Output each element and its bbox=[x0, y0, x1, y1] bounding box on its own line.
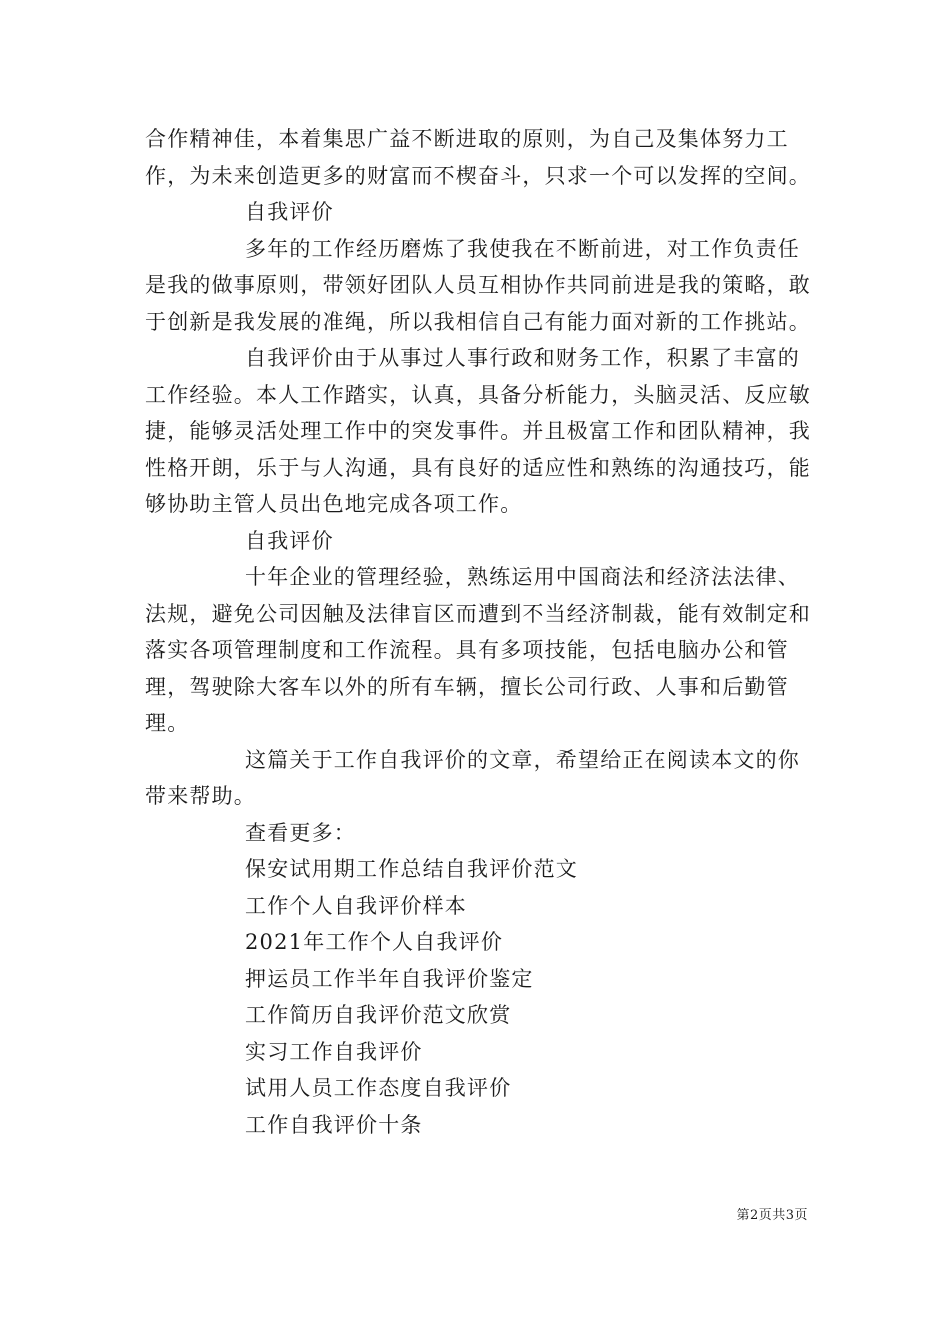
paragraph-closing: 这篇关于工作自我评价的文章，希望给正在阅读本文的你带来帮助。 bbox=[145, 747, 800, 808]
list-item bbox=[145, 924, 817, 961]
list-item bbox=[145, 1034, 817, 1071]
list-item bbox=[145, 1070, 817, 1107]
related-link-1[interactable]: 保安试用期工作总结自我评价范文 bbox=[245, 857, 578, 881]
paragraph-hr-finance: 自我评价由于从事过人事行政和财务工作，积累了丰富的工作经验。本人工作踏实，认真，具备分析能力，头脑灵活、反应敏捷，能够灵活处理工作中的突发事件。并且极富工作和团队精神，我性格开朗，乐于与人沟通，具有良好的适应性和熟练的沟通技巧，能够协助主管人员出色地完成各项工作。 bbox=[145, 346, 811, 516]
list-item bbox=[145, 997, 817, 1034]
page-number-footer: 第2页共3页 bbox=[736, 1208, 808, 1223]
section-heading-1: 自我评价 bbox=[245, 200, 334, 224]
paragraph-intro: 合作精神佳，本着集思广益不断进取的原则，为自己及集体努力工作，为未来创造更多的财富而不楔奋斗，只求一个可以发挥的空间。 bbox=[145, 127, 811, 188]
related-link-5[interactable]: 工作简历自我评价范文欣赏 bbox=[245, 1003, 512, 1027]
list-item bbox=[145, 888, 817, 925]
related-links-list bbox=[145, 851, 817, 1143]
paragraph-experience: 多年的工作经历磨炼了我使我在不断前进，对工作负责任是我的做事原则，带领好团队人员互相协作共同前进是我的策略，敢于创新是我发展的准绳，所以我相信自己有能力面对新的工作挑站。 bbox=[145, 236, 811, 334]
document-body bbox=[145, 121, 817, 1143]
related-link-8[interactable]: 工作自我评价十条 bbox=[245, 1112, 423, 1137]
related-link-7[interactable]: 试用人员工作态度自我评价 bbox=[245, 1076, 512, 1100]
list-item bbox=[145, 851, 817, 888]
related-link-6[interactable]: 实习工作自我评价 bbox=[245, 1039, 423, 1064]
see-more-label: 查看更多： bbox=[245, 820, 356, 845]
related-link-3[interactable]: 2021年工作个人自我评价 bbox=[245, 930, 504, 954]
list-item bbox=[145, 1107, 817, 1144]
related-link-2[interactable]: 工作个人自我评价样本 bbox=[245, 893, 467, 918]
paragraph-management: 十年企业的管理经验，熟练运用中国商法和经济法法律、法规，避免公司因触及法律盲区而遭到不当经济制裁，能有效制定和落实各项管理制度和工作流程。具有多项技能，包括电脑办公和管理，驾驶除大客车以外的所有车辆，擅长公司行政、人事和后勤管理。 bbox=[145, 565, 811, 735]
list-item bbox=[145, 961, 817, 998]
related-link-4[interactable]: 押运员工作半年自我评价鉴定 bbox=[245, 966, 534, 991]
section-heading-2: 自我评价 bbox=[245, 528, 334, 553]
